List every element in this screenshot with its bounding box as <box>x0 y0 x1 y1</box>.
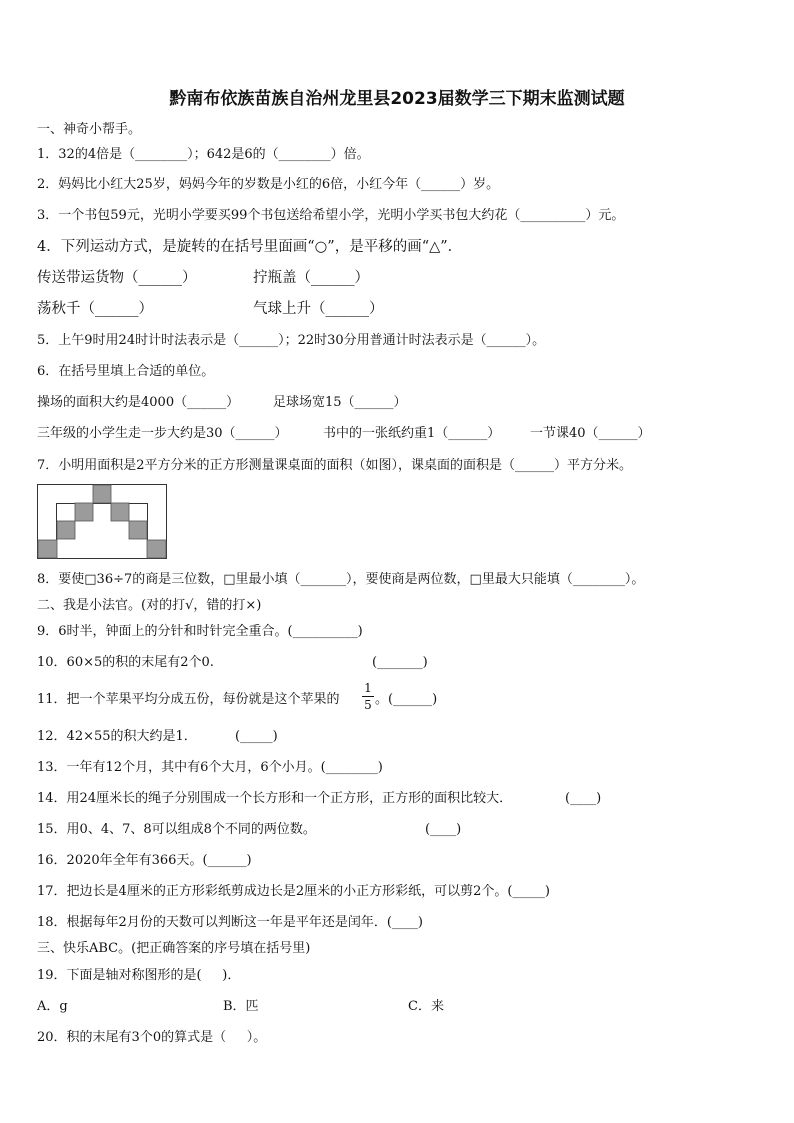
question-19-option-c: C．来 <box>408 999 444 1014</box>
question-4-item-d: 气球上升（______） <box>253 301 384 317</box>
question-16: 16．2020年全年有366天。(______) <box>37 853 252 868</box>
question-6: 6．在括号里填上合适的单位。 <box>37 364 215 379</box>
question-6-item-b: 足球场宽15（______） <box>273 395 407 410</box>
fraction-bar <box>362 696 374 697</box>
question-19: 19．下面是轴对称图形的是( )． <box>37 968 241 983</box>
question-19-option-b: B．匹 <box>223 999 259 1014</box>
grid-square <box>75 503 93 521</box>
fraction-numerator: 1 <box>364 681 372 695</box>
question-14-answer: (____) <box>565 791 602 806</box>
question-12: 12．42×55的积大约是1． <box>37 729 197 744</box>
question-11: 11．把一个苹果平均分成五份，每份就是这个苹果的 <box>37 692 340 707</box>
section-heading-1: 一、神奇小帮手。 <box>37 122 142 137</box>
question-13: 13．一年有12个月，其中有6个大月，6个小月。(________) <box>37 760 383 775</box>
question-3: 3．一个书包59元，光明小学要买99个书包送给希望小学，光明小学买书包大约花（__________）元。 <box>37 208 625 223</box>
question-4-item-a: 传送带运货物（______） <box>37 270 197 286</box>
question-4: 4．下列运动方式，是旋转的在括号里面画“○”，是平移的画“△”． <box>37 239 463 255</box>
question-2: 2．妈妈比小红大25岁，妈妈今年的岁数是小红的6倍，小红今年（______）岁。 <box>37 177 500 192</box>
fraction-denominator: 5 <box>364 698 372 712</box>
page-title: 黔南布依族苗族自治州龙里县2023届数学三下期末监测试题 <box>169 89 625 109</box>
question-17: 17．把边长是4厘米的正方形彩纸剪成边长是2厘米的小正方形彩纸，可以剪2个。(_____) <box>37 884 550 899</box>
grid-square <box>147 540 166 558</box>
question-20: 20．积的末尾有3个0的算式是（ ）。 <box>37 1030 267 1045</box>
question-6-item-a: 操场的面积大约是4000（______） <box>37 395 240 410</box>
section-heading-2: 二、我是小法官。(对的打√，错的打×) <box>37 598 262 613</box>
question-4-item-b: 拧瓶盖（______） <box>253 270 369 286</box>
question-6-item-c: 三年级的小学生走一步大约是30（______） <box>37 426 288 441</box>
question-19-option-a: A．g <box>37 999 68 1014</box>
desk-grid-figure <box>37 484 167 559</box>
question-6-item-e: 一节课40（______） <box>530 426 651 441</box>
question-15: 15．用0、4、7、8可以组成8个不同的两位数。 <box>37 822 316 837</box>
question-15-answer: (____) <box>425 822 462 837</box>
question-14: 14．用24厘米长的绳子分别围成一个长方形和一个正方形，正方形的面积比较大． <box>37 791 513 806</box>
question-8: 8．要使□36÷7的商是三位数，□里最小填（_______），要使商是两位数，□里最大只能填（________）。 <box>37 572 645 587</box>
question-1: 1．32的4倍是（________）；642是6的（________）倍。 <box>37 147 370 162</box>
question-18: 18．根据每年2月份的天数可以判断这一年是平年还是闰年．(____) <box>37 915 423 930</box>
section-heading-3: 三、快乐ABC。(把正确答案的序号填在括号里) <box>37 941 311 956</box>
fraction-one-fifth <box>362 681 374 712</box>
grid-square <box>38 540 57 558</box>
question-9: 9．6时半，钟面上的分针和时针完全重合。(__________) <box>37 624 363 639</box>
question-6-item-d: 书中的一张纸约重1（______） <box>323 426 501 441</box>
grid-square <box>93 485 111 503</box>
question-7: 7．小明用面积是2平方分米的正方形测量课桌面的面积（如图），课桌面的面积是（______）平方分米。 <box>37 458 633 473</box>
question-10: 10．60×5的积的末尾有2个0. <box>37 655 214 670</box>
grid-square <box>129 521 147 539</box>
question-12-answer: (_____) <box>235 729 278 744</box>
question-5: 5．上午9时用24时计时法表示是（______）；22时30分用普通计时法表示是（______）。 <box>37 333 546 348</box>
question-11-answer: 。(______) <box>375 692 438 707</box>
grid-square <box>57 521 75 539</box>
grid-square <box>111 503 129 521</box>
question-4-item-c: 荡秋千（______） <box>37 301 153 317</box>
question-10-answer: (_______) <box>372 655 428 670</box>
